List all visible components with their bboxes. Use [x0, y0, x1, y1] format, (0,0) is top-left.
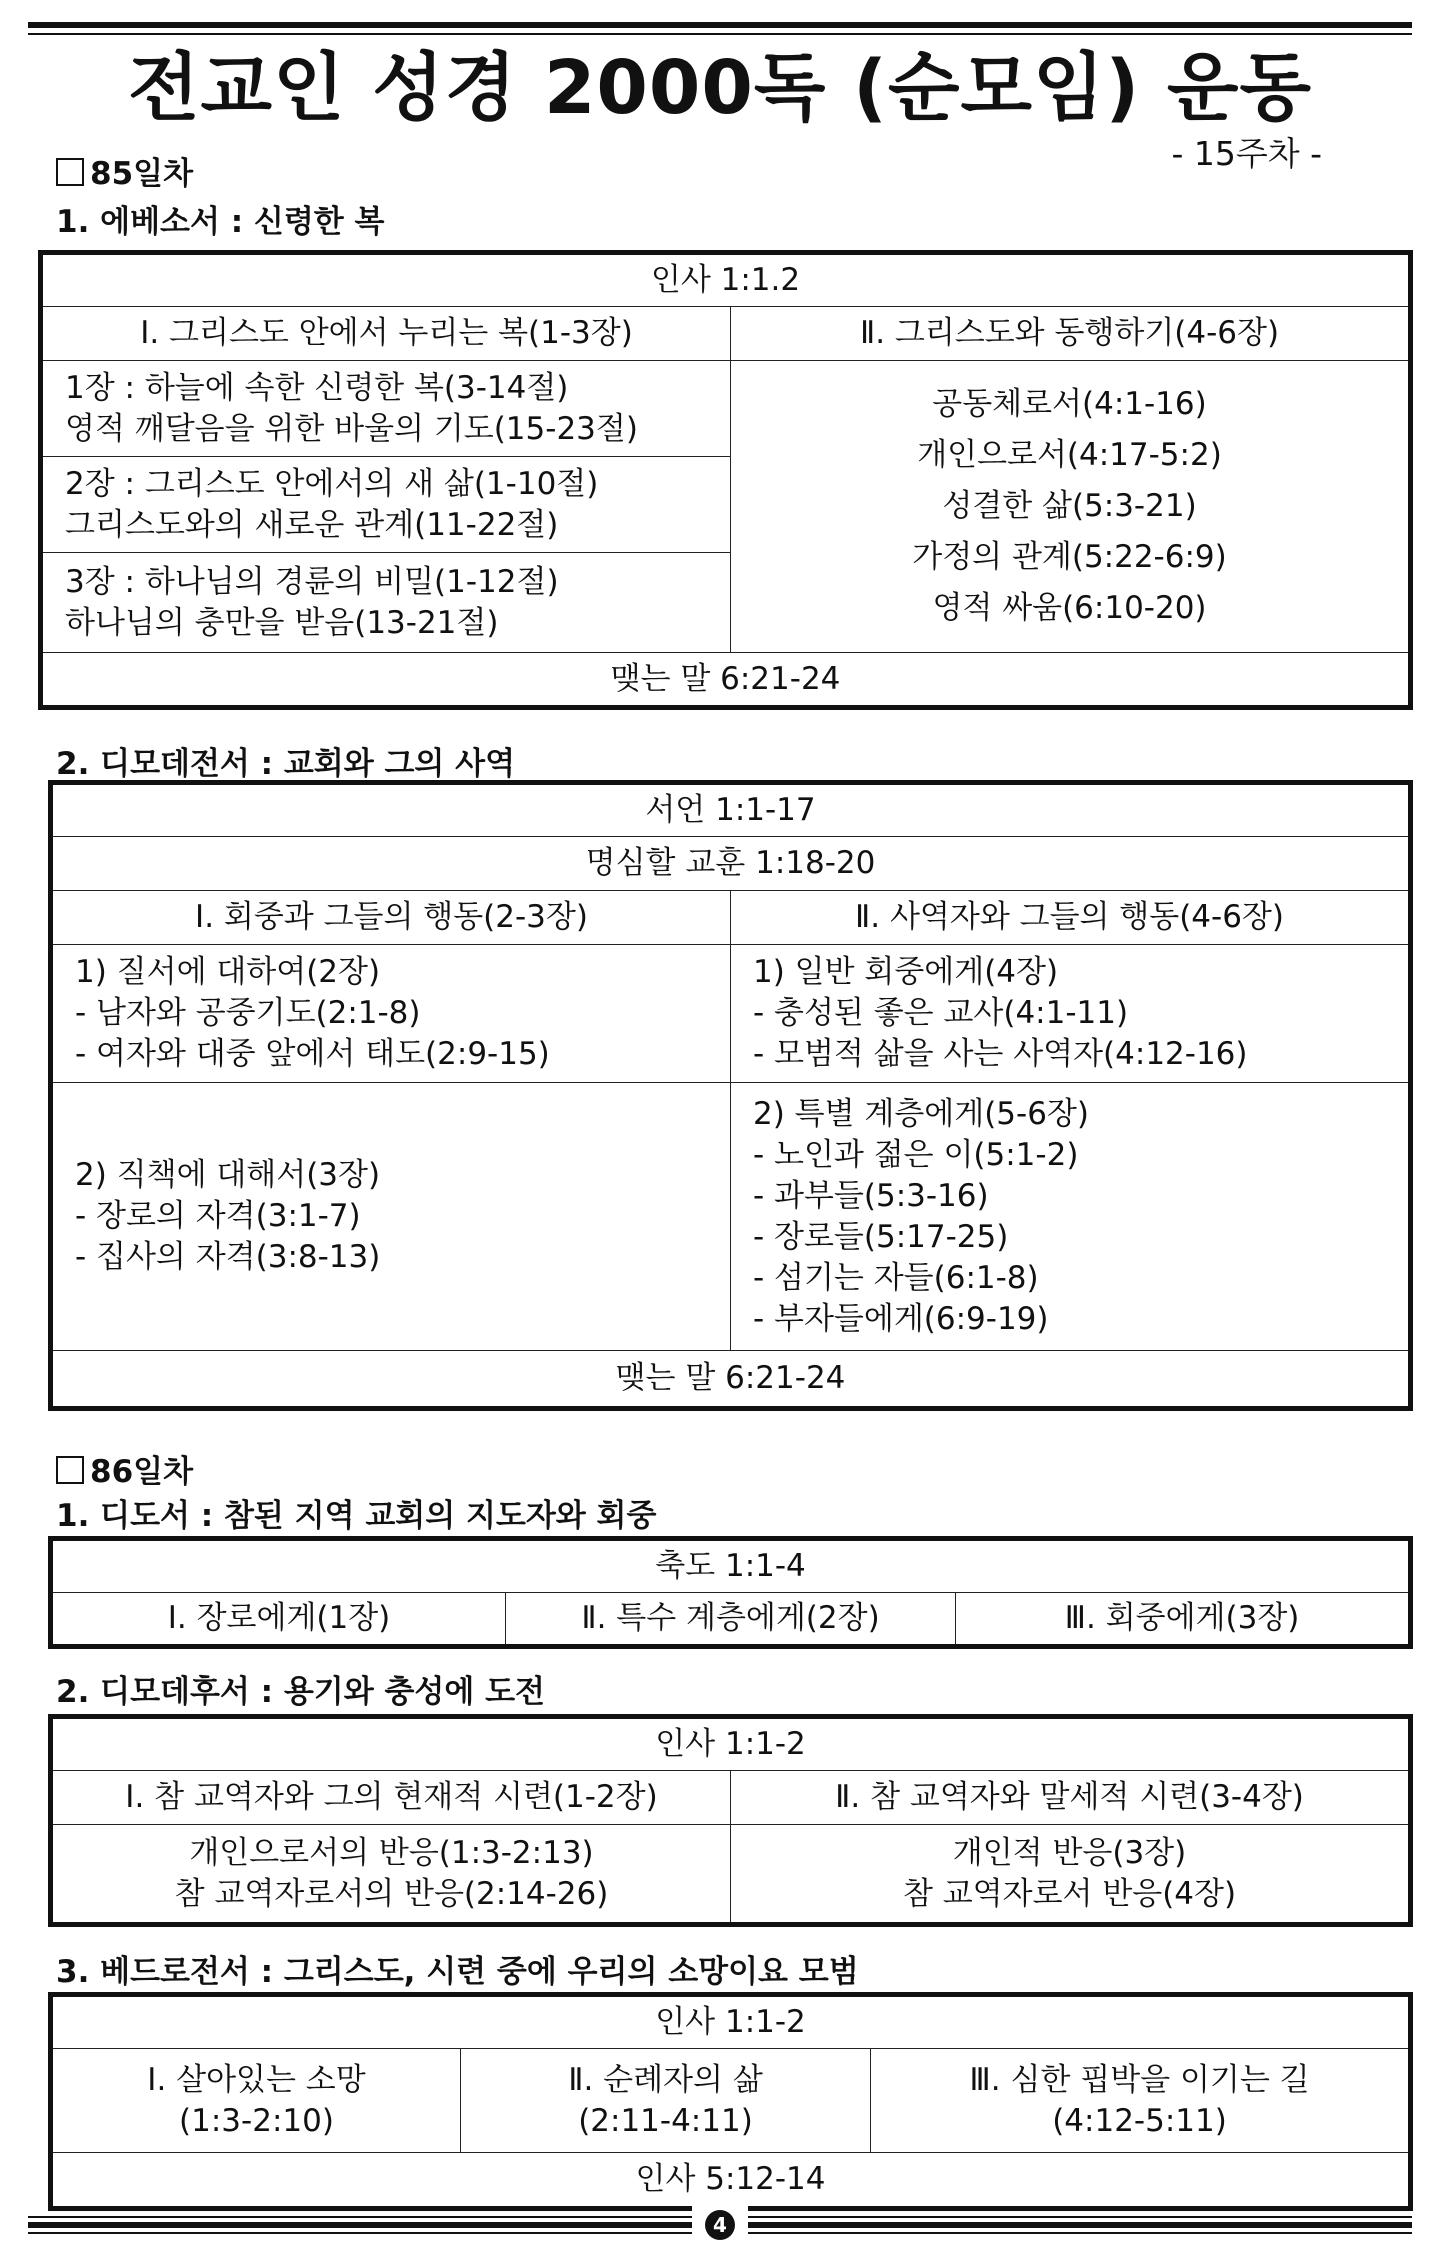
ephesians-closing: 맺는 말 6:21-24 — [41, 653, 1411, 708]
first-timothy-left-b: 2) 직책에 대해서(3장) - 장로의 자격(3:1-7) - 집사의 자격(3:8-13) — [51, 1083, 731, 1351]
titus-intro: 축도 1:1-4 — [51, 1539, 1411, 1593]
checkbox-icon — [56, 1456, 84, 1484]
top-rule-thick — [28, 22, 1412, 28]
ephesians-right: 공동체로서(4:1-16) 개인으로서(4:17-5:2) 성결한 삶(5:3-21) 가정의 관계(5:22-6:9) 영적 싸움(6:10-20) — [731, 361, 1411, 653]
day-85-label: 85일차 — [56, 148, 193, 193]
ephesians-ch1: 1장 : 하늘에 속한 신령한 복(3-14절) 영적 깨달음을 위한 바울의 기도(15-23절) — [41, 361, 731, 457]
first-timothy-heading: 2. 디모데전서 : 교회와 그의 사역 — [56, 746, 516, 782]
first-timothy-part2: Ⅱ. 사역자와 그들의 행동(4-6장) — [731, 891, 1411, 945]
titus-part3: Ⅲ. 회중에게(3장) — [956, 1593, 1411, 1647]
first-peter-closing: 인사 5:12-14 — [51, 2153, 1411, 2209]
titus-part1: Ⅰ. 장로에게(1장) — [51, 1593, 506, 1647]
first-peter-part1: Ⅰ. 살아있는 소망 (1:3-2:10) — [51, 2049, 461, 2153]
second-timothy-table — [48, 1714, 1413, 1927]
page-number: 4 — [705, 2210, 735, 2240]
first-peter-heading: 3. 베드로전서 : 그리스도, 시련 중에 우리의 소망이요 모범 — [56, 1954, 859, 1990]
titus-table — [48, 1536, 1413, 1649]
ephesians-intro: 인사 1:1.2 — [41, 253, 1411, 307]
second-timothy-intro: 인사 1:1-2 — [51, 1717, 1411, 1771]
first-timothy-table — [48, 780, 1413, 1411]
ephesians-part2: Ⅱ. 그리스도와 동행하기(4-6장) — [731, 307, 1411, 361]
first-peter-table — [48, 1992, 1413, 2211]
first-peter-part3: Ⅲ. 심한 핍박을 이기는 길 (4:12-5:11) — [871, 2049, 1411, 2153]
first-timothy-part1: Ⅰ. 회중과 그들의 행동(2-3장) — [51, 891, 731, 945]
second-timothy-left: 개인으로서의 반응(1:3-2:13) 참 교역자로서의 반응(2:14-26) — [51, 1825, 731, 1925]
first-peter-intro: 인사 1:1-2 — [51, 1995, 1411, 2049]
second-timothy-part2: Ⅱ. 참 교역자와 말세적 시련(3-4장) — [731, 1771, 1411, 1825]
first-timothy-right-a: 1) 일반 회중에게(4장) - 충성된 좋은 교사(4:1-11) - 모범적 삶을 사는 사역자(4:12-16) — [731, 945, 1411, 1083]
ephesians-table — [38, 250, 1413, 710]
first-timothy-right-b: 2) 특별 계층에게(5-6장) - 노인과 젊은 이(5:1-2) - 과부들(5:3-16) - 장로들(5:17-25) - 섬기는 자들(6:1-8) - 부자들에게(6:9-19) — [731, 1083, 1411, 1351]
first-timothy-charge: 명심할 교훈 1:18-20 — [51, 837, 1411, 891]
week-label: - 15주차 - — [1171, 134, 1322, 173]
ephesians-heading: 1. 에베소서 : 신령한 복 — [56, 204, 385, 240]
ephesians-ch3: 3장 : 하나님의 경륜의 비밀(1-12절) 하나님의 충만을 받음(13-21절) — [41, 553, 731, 653]
second-timothy-part1: Ⅰ. 참 교역자와 그의 현재적 시련(1-2장) — [51, 1771, 731, 1825]
day-86-label: 86일차 — [56, 1446, 193, 1491]
titus-heading: 1. 디도서 : 참된 지역 교회의 지도자와 회중 — [56, 1498, 657, 1534]
titus-part2: Ⅱ. 특수 계층에게(2장) — [506, 1593, 956, 1647]
top-rule-thin — [28, 33, 1412, 35]
first-peter-part2: Ⅱ. 순례자의 삶 (2:11-4:11) — [461, 2049, 871, 2153]
page-title: 전교인 성경 2000독 (순모임) 운동 — [128, 45, 1312, 131]
second-timothy-heading: 2. 디모데후서 : 용기와 충성에 도전 — [56, 1674, 546, 1710]
checkbox-icon — [56, 158, 84, 186]
first-timothy-intro: 서언 1:1-17 — [51, 783, 1411, 837]
first-timothy-left-a: 1) 질서에 대하여(2장) - 남자와 공중기도(2:1-8) - 여자와 대중 앞에서 태도(2:9-15) — [51, 945, 731, 1083]
first-timothy-closing: 맺는 말 6:21-24 — [51, 1351, 1411, 1409]
ephesians-ch2: 2장 : 그리스도 안에서의 새 삶(1-10절) 그리스도와의 새로운 관계(11-22절) — [41, 457, 731, 553]
ephesians-part1: Ⅰ. 그리스도 안에서 누리는 복(1-3장) — [41, 307, 731, 361]
second-timothy-right: 개인적 반응(3장) 참 교역자로서 반응(4장) — [731, 1825, 1411, 1925]
